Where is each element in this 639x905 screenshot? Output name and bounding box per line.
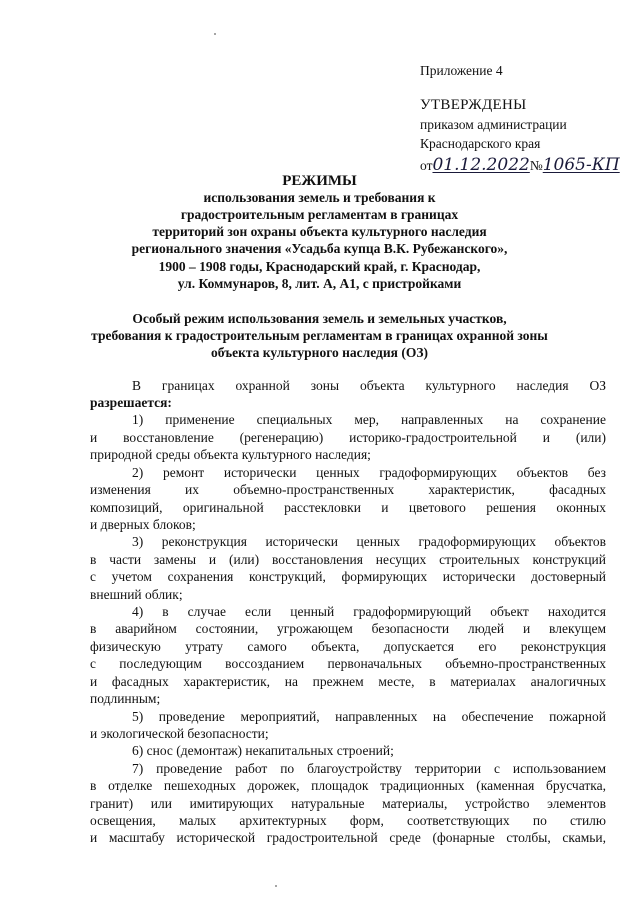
item-7-line: и масштабу исторической градостроительной среде (фонарные столбы, скамьи, [90,830,606,845]
date-prefix: от [420,158,433,173]
item-3-line: с учетом сохранения конструкций, формирующих исторически достоверный [90,569,606,584]
item-2-line: изменения их объемно-пространственных характеристик, фасадных [90,482,606,497]
handwritten-date: 01.12.2022 [432,155,530,175]
item-4-line: в аварийном состоянии, угрожающем безопасности людей и влекущем [90,621,606,636]
approved-by-line-1: приказом администрации [420,117,567,132]
item-2-line: 2) ремонт исторически ценных градоформирующих объектов без [132,465,606,480]
item-4-line: и фасадных характеристик, на прежнем месте, в материалах аналогичных [90,674,606,689]
item-4-line: физическую утрату самого объекта, допускается его реконструкция [90,639,606,654]
subtitle-line: градостроительным регламентам в границах [180,207,459,222]
subtitle-line: 1900 – 1908 годы, Краснодарский край, г. Краснодар, [158,259,481,274]
item-7-line: освещения, малых архитектурных форм, соответствующих по стилю [90,813,606,828]
approved-label: УТВЕРЖДЕНЫ [420,97,527,113]
item-4-line: подлинным; [90,691,161,706]
item-2-line: и дверных блоков; [90,517,196,532]
item-3-line: в части замены и (или) восстановления несущих строительных конструкций [90,552,606,567]
intro-line: В границах охранной зоны объекта культурного наследия ОЗ [132,378,606,393]
item-5-line: и экологической безопасности; [90,726,269,741]
subtitle-line: регионального значения «Усадьба купца В.К. Рубежанского», [131,241,508,256]
approved-by-line-2: Краснодарского края [420,136,541,151]
appendix-label: Приложение 4 [420,63,503,78]
subtitle-line: территорий зон охраны объекта культурного наследия [152,224,487,239]
scan-speck [214,33,216,35]
item-2-line: композиций, оригинальной расстекловки и цветового решения оконных [90,500,606,515]
item-7-line: 7) проведение работ по благоустройству территории с использованием [132,761,606,776]
item-1-line: и восстановление (регенерацию) историко-градостроительной и (или) [90,430,606,445]
item-1-line: 1) применение специальных мер, направленных на сохранение [132,412,606,427]
item-7-line: гранит) или имитирующих натуральные материалы, устройство элементов [90,796,606,811]
subtitle-line: использования земель и требования к [203,190,436,205]
item-1-line: природной среды объекта культурного наследия; [90,447,371,462]
order-date-number [420,155,620,175]
number-prefix: № [529,158,543,173]
item-3-line: внешний облик; [90,587,183,602]
handwritten-number: 1065-КП [542,155,620,175]
item-6-line: 6) снос (демонтаж) некапитальных строений; [132,743,394,758]
section-heading-line: объекта культурного наследия (ОЗ) [211,345,428,360]
item-4-line: с последующим воссозданием первоначальных объемно-пространственных [90,656,606,671]
allowed-label: разрешается: [90,395,172,410]
document-title: РЕЖИМЫ [282,173,357,189]
item-3-line: 3) реконструкция исторически ценных градоформирующих объектов [132,534,606,549]
item-4-line: 4) в случае если ценный градоформирующий объект находится [132,604,606,619]
section-heading-line: требования к градостроительным регламентам в границах охранной зоны [91,328,548,343]
section-heading-line: Особый режим использования земель и земельных участков, [132,311,507,326]
scan-speck [275,885,277,887]
subtitle-line: ул. Коммунаров, 8, лит. А, А1, с пристройками [177,276,462,291]
item-5-line: 5) проведение мероприятий, направленных на обеспечение пожарной [132,709,606,724]
item-7-line: в отделке пешеходных дорожек, площадок традиционных (каменная брусчатка, [90,778,606,793]
